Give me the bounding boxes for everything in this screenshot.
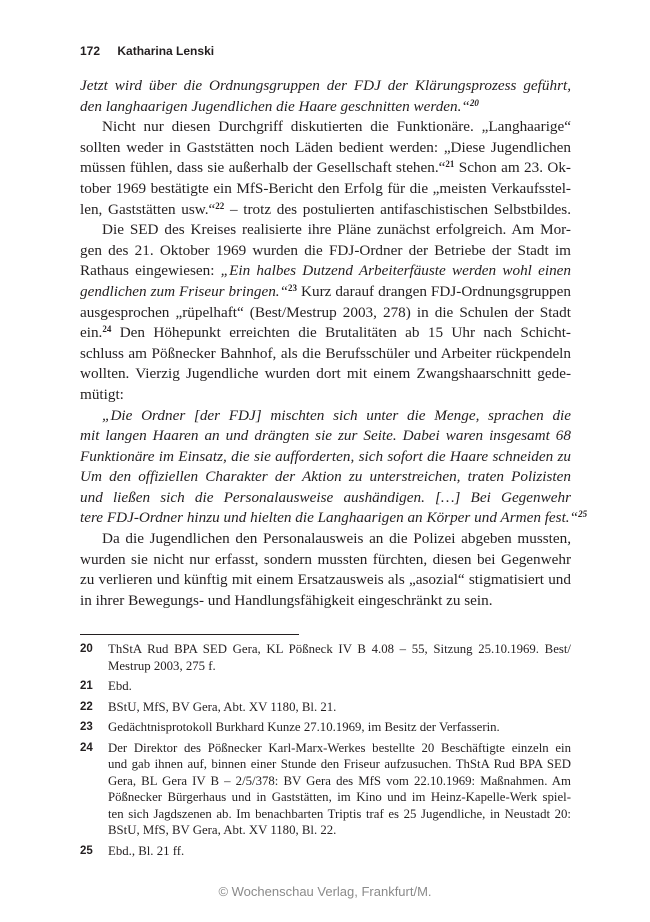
text-line: Rathaus eingewiesen: „Ein halbes Dutzend Arbeiterfäuste werden wohl einen	[80, 262, 571, 280]
footnote-line: BStU, MfS, BV Gera, Abt. XV 1180, Bl. 21.	[108, 699, 337, 714]
footnote-24	[80, 740, 571, 839]
quote-line: Funktionäre im Einsatz, die sie aufforderten, sich sofort die Haare schneiden zu	[80, 447, 571, 465]
page-number: 172	[80, 44, 101, 58]
footnote-divider	[80, 634, 299, 635]
footnote-number: 25	[80, 844, 93, 857]
text-line: Da die Jugendlichen den Personalausweis an die Polizei abgeben mussten,	[102, 530, 571, 548]
footnote-number: 20	[80, 643, 93, 655]
footnote-line: Mestrup 2003, 275 f.	[108, 658, 216, 673]
text-line: len, Gaststätten usw.“$^{22}$ – trotz des postulierten antifaschistischen Selbstbildes.	[80, 200, 571, 218]
quote-line: und ließen sich die Personalausweise aushändigen. […] Bei Gegenwehr	[80, 488, 571, 506]
footnote-21	[80, 678, 571, 695]
footnote-line: BStU, MfS, BV Gera, Abt. XV 1180, Bl. 22.	[108, 823, 337, 837]
footnote-line: Pößnecker Bürgerhaus und in Gaststätten, im Kino und im Heinz-Kapelle-Werk spiel-	[108, 790, 571, 804]
body-text	[80, 76, 588, 611]
text-line: gen des 21. Oktober 1969 wurden die FDJ-Ordner der Betriebe der Stadt im	[80, 241, 571, 259]
quote-line: tere FDJ-Ordner hinzu und hielten die Langhaarigen an Körper und Armen fest.“$^{25}$	[80, 509, 588, 527]
text-line: Die SED des Kreises realisierte ihre Pläne zunächst erfolgreich. Am Mor-	[102, 221, 571, 239]
text-line: ausgesprochen „rüpelhaft“ (Best/Mestrup 2003, 278) in die Schulen der Stadt	[80, 303, 571, 321]
footnote-line: Der Direktor des Pößnecker Karl-Marx-Werkes bestellte 20 Beschäftigte einzeln ein	[108, 740, 571, 755]
text-line: wurden sie nicht nur erfasst, sondern mussten fürchten, diesen bei Gegenwehr	[80, 550, 571, 568]
text-line: Nicht nur diesen Durchgriff diskutierten die Funktionäre. „Langhaarige“	[102, 118, 571, 136]
footnote-ref[interactable]: 20	[469, 97, 479, 108]
text-line: sollten weder in Gaststätten noch Läden bedient werden: „Diese Jugendlichen	[80, 138, 571, 156]
text-line: zu verlieren und künftig mit einem Ersatzausweis als „asozial“ stigmatisiert und	[80, 571, 571, 589]
text-line: tober 1969 bestätigte ein MfS-Bericht den Erfolg für die „meisten Verkaufsstel-	[80, 179, 571, 197]
footnote-ref[interactable]: 21	[445, 159, 455, 170]
running-header	[80, 44, 214, 58]
text-line: gendlichen zum Friseur bringen.“$^{23}$ Kurz darauf drangen FDJ-Ordnungsgruppen	[80, 282, 571, 300]
footnote-ref[interactable]: 25	[578, 509, 588, 520]
text-line: Jetzt wird über die Ordnungsgruppen der FDJ der Klärungsprozess geführt,	[80, 77, 571, 94]
footnote-line: Ebd.	[108, 679, 132, 693]
footnote-22	[80, 699, 571, 716]
text-line: müssen fühlen, dass sie außerhalb der Gesellschaft stehen.“$^{21}$ Schon am 23. Ok-	[80, 159, 571, 177]
text-line: ein.$^{24}$ Den Höhepunkt erreichten die Brutalitäten ab 15 Uhr nach Schicht-	[80, 324, 571, 342]
text-line: schluss am Pößnecker Bahnhof, als die Berufsschüler und Arbeiter rückpendeln	[80, 344, 571, 362]
footnote-ref[interactable]: 23	[288, 282, 298, 293]
text-line: mütigt:	[80, 385, 124, 403]
text-line: den langhaarigen Jugendlichen die Haare geschnitten werden.“$^{20}$	[80, 97, 479, 115]
footnote-20	[80, 641, 571, 674]
quote-line: mit langen Haaren an und drängten sie zur Seite. Dabei waren insgesamt 68	[80, 427, 571, 445]
footnotes	[80, 641, 571, 863]
footnote-25	[80, 843, 571, 860]
text-line: in ihrer Bewegungs- und Handlungsfähigkeit eingeschränkt zu sein.	[80, 591, 493, 609]
footnote-line: ten sich Jagdszenen ab. Im benachbarten Triptis traf es 25 Jugendliche, in Neustadt 20:	[108, 806, 571, 821]
footnote-line: Ebd., Bl. 21 ff.	[108, 843, 185, 858]
author-name: Katharina Lenski	[117, 44, 215, 58]
footnote-number: 22	[80, 700, 93, 713]
quote-line: „Die Ordner [der FDJ] mischten sich unter die Menge, sprachen die	[102, 406, 571, 424]
footnote-number: 24	[80, 741, 93, 754]
quote-line: Um den offiziellen Charakter der Aktion zu unterstreichen, traten Polizisten	[80, 468, 571, 486]
footnote-line: Gera, BL Gera IV B – 2/5/378: BV Gera des MfS vom 22.10.1969: Maßnahmen. Am	[108, 773, 571, 788]
footnote-line: ThStA Rud BPA SED Gera, KL Pößneck IV B 4.08 – 55, Sitzung 25.10.1969. Best/	[108, 642, 571, 656]
footnote-line: Gedächtnisprotokoll Burkhard Kunze 27.10.1969, im Besitz der Verfasserin.	[108, 720, 500, 734]
copyright-footer: © Wochenschau Verlag, Frankfurt/M.	[218, 884, 432, 899]
footnote-ref[interactable]: 24	[102, 324, 112, 335]
footnote-23	[80, 719, 571, 736]
text-line: wollten. Vierzig Jugendliche wurden dort mit einem Zwangshaarschnitt gede-	[80, 365, 571, 383]
footnote-ref[interactable]: 22	[215, 200, 225, 211]
footnote-number: 23	[80, 721, 93, 733]
footnote-number: 21	[80, 680, 93, 692]
footnote-line: und gab ihnen auf, binnen einer Stunde den Friseur aufzusuchen. ThStA Rud BPA SED	[108, 757, 571, 771]
